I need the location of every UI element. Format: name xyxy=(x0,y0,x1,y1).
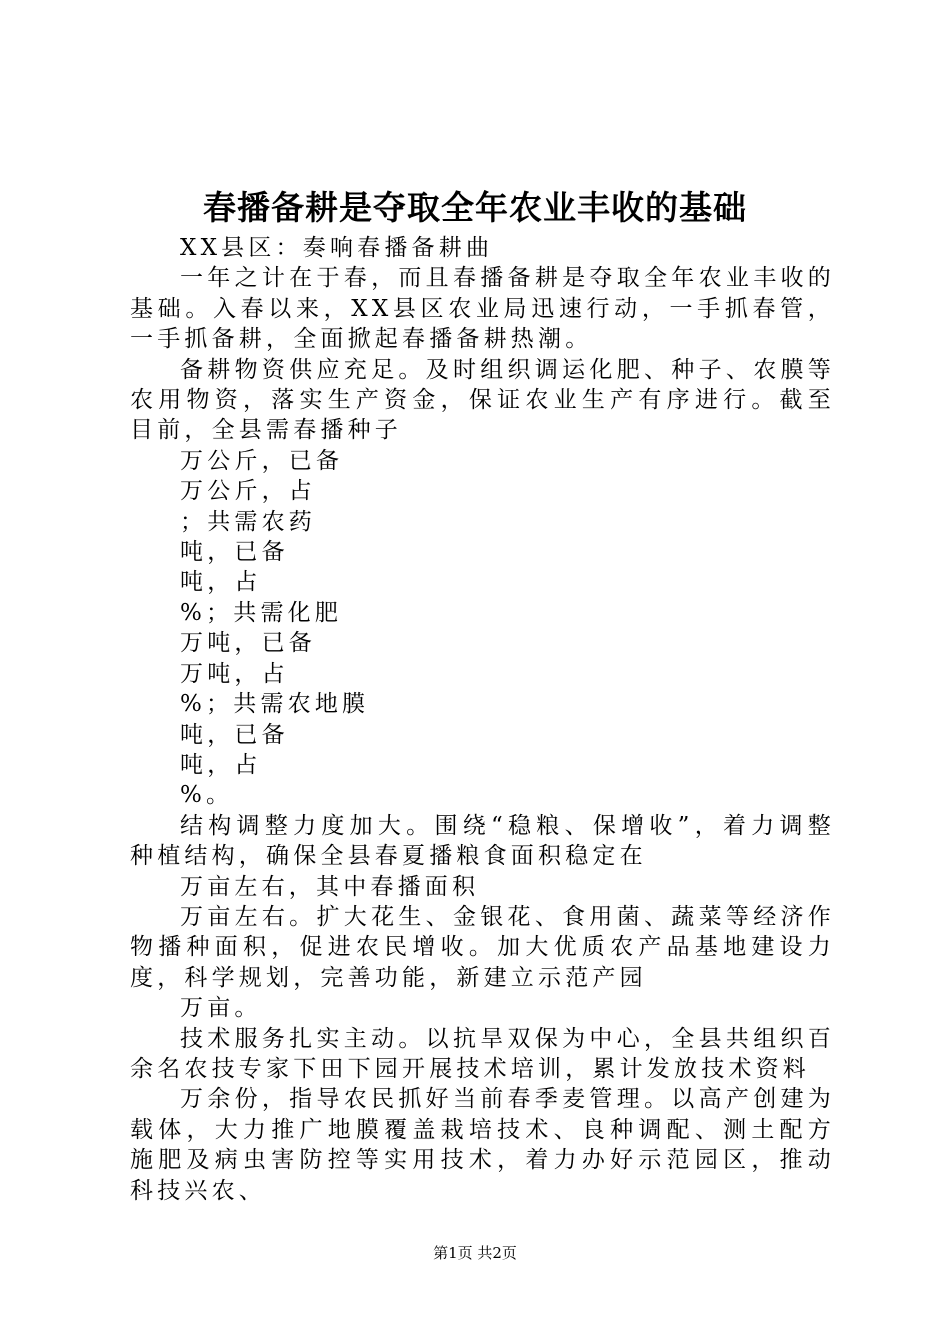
paragraph: 万吨，占 xyxy=(180,660,289,687)
paragraph: 吨，占 xyxy=(180,751,262,778)
document-title: 春播备耕是夺取全年农业丰收的基础 xyxy=(203,188,747,227)
paragraph: 吨，已备 xyxy=(180,721,289,748)
paragraph: %。 xyxy=(180,782,234,809)
paragraph: 万公斤，已备 xyxy=(180,447,344,474)
document-body xyxy=(130,233,835,1206)
paragraph: %；共需化肥 xyxy=(180,599,343,626)
paragraph: 万公斤，占 xyxy=(180,478,316,505)
paragraph: 万吨，已备 xyxy=(180,630,316,657)
paragraph: 吨，已备 xyxy=(180,539,289,566)
paragraph: 技术服务扎实主动。以抗旱双保为中心，全县共组织百余名农技专家下田下园开展技术培训，累计发放技术资料 xyxy=(130,1025,835,1082)
page-number-footer: 第1页 共2页 xyxy=(433,1244,517,1262)
paragraph: %；共需农地膜 xyxy=(180,691,370,718)
paragraph: 结构调整力度加大。围绕“稳粮、保增收”，着力调整种植结构，确保全县春夏播粮食面积稳定在 xyxy=(130,812,835,870)
paragraph: ；共需农药 xyxy=(180,508,316,535)
paragraph: 一年之计在于春，而且春播备耕是夺取全年农业丰收的基础。入春以来，XX县区农业局迅速行动，一手抓春管，一手抓备耕，全面掀起春播备耕热潮。 xyxy=(130,265,835,353)
paragraph: 备耕物资供应充足。及时组织调运化肥、种子、农膜等农用物资，落实生产资金，保证农业生产有序进行。截至目前，全县需春播种子 xyxy=(130,356,835,444)
paragraph: 万亩左右。扩大花生、金银花、食用菌、蔬菜等经济作物播种面积，促进农民增收。加大优质农产品基地建设力度，科学规划，完善功能，新建立示范产园 xyxy=(130,903,835,991)
paragraph: XX县区：奏响春播备耕曲 xyxy=(180,235,494,261)
paragraph: 万亩。 xyxy=(180,995,262,1022)
paragraph: 吨，占 xyxy=(180,569,262,596)
paragraph: 万余份，指导农民抓好当前春季麦管理。以高产创建为载体，大力推广地膜覆盖栽培技术、良种调配、测土配方施肥及病虫害防控等实用技术，着力办好示范园区，推动科技兴农、 xyxy=(130,1086,835,1204)
paragraph: 万亩左右，其中春播面积 xyxy=(180,873,480,900)
